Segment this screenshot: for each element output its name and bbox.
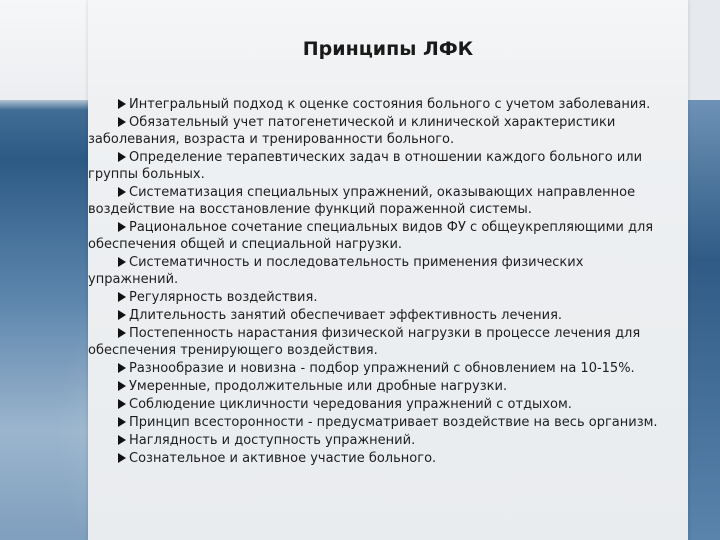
list-item-text: Систематичность и последовательность применения физических упражнений. <box>88 255 584 287</box>
list-item-text: Определение терапевтических задач в отношении каждого больного или группы больных. <box>88 150 643 182</box>
arrow-right-icon <box>118 222 126 232</box>
arrow-right-icon <box>118 381 126 391</box>
content-panel <box>88 0 688 540</box>
list-item <box>88 325 672 359</box>
list-item <box>88 432 672 449</box>
list-item-text: Интегральный подход к оценке состояния больного с учетом заболевания. <box>129 97 651 112</box>
arrow-right-icon <box>118 310 126 320</box>
list-item-text: Постепенность нарастания физической нагрузки в процессе лечения для обеспечения тренирующего воздействия. <box>88 326 641 358</box>
arrow-right-icon <box>118 187 126 197</box>
list-item-text: Разнообразие и новизна - подбор упражнений с обновлением на 10-15%. <box>129 361 635 376</box>
list-item-text: Сознательное и активное участие больного. <box>129 451 437 466</box>
arrow-right-icon <box>118 257 126 267</box>
list-item <box>88 149 672 183</box>
right-decorative-strip <box>688 0 720 540</box>
list-item <box>88 254 672 288</box>
list-item <box>88 360 672 377</box>
arrow-right-icon <box>118 292 126 302</box>
arrow-right-icon <box>118 435 126 445</box>
arrow-right-icon <box>118 152 126 162</box>
slide-title: Принципы ЛФК <box>302 38 474 60</box>
principles-list <box>88 96 672 468</box>
arrow-right-icon <box>118 417 126 427</box>
arrow-right-icon <box>118 453 126 463</box>
arrow-right-icon <box>118 328 126 338</box>
list-item-text: Умеренные, продолжительные или дробные нагрузки. <box>129 379 508 394</box>
list-item <box>88 219 672 253</box>
list-item <box>88 96 672 113</box>
list-item-text: Соблюдение цикличности чередования упражнений с отдыхом. <box>129 397 572 412</box>
list-item <box>88 450 672 467</box>
list-item-text: Принцип всесторонности - предусматривает воздействие на весь организм. <box>129 415 658 430</box>
list-item <box>88 114 672 148</box>
list-item <box>88 307 672 324</box>
arrow-right-icon <box>118 99 126 109</box>
list-item-text: Систематизация специальных упражнений, оказывающих направленное воздействие на восстановление функций пораженной системы. <box>88 185 636 217</box>
list-item <box>88 289 672 306</box>
list-item-text: Наглядность и доступность упражнений. <box>129 433 416 448</box>
list-item-text: Регулярность воздействия. <box>129 290 318 305</box>
list-item <box>88 396 672 413</box>
arrow-right-icon <box>118 399 126 409</box>
list-item <box>88 414 672 431</box>
list-item <box>88 378 672 395</box>
arrow-right-icon <box>118 117 126 127</box>
list-item-text: Длительность занятий обеспечивает эффективность лечения. <box>129 308 563 323</box>
list-item-text: Обязательный учет патогенетической и клинической характеристики заболевания, возраста и тренированности больного. <box>88 115 616 147</box>
list-item <box>88 184 672 218</box>
list-item-text: Рациональное сочетание специальных видов ФУ с общеукрепляющими для обеспечения общей и специальной нагрузки. <box>88 220 654 252</box>
arrow-right-icon <box>118 363 126 373</box>
